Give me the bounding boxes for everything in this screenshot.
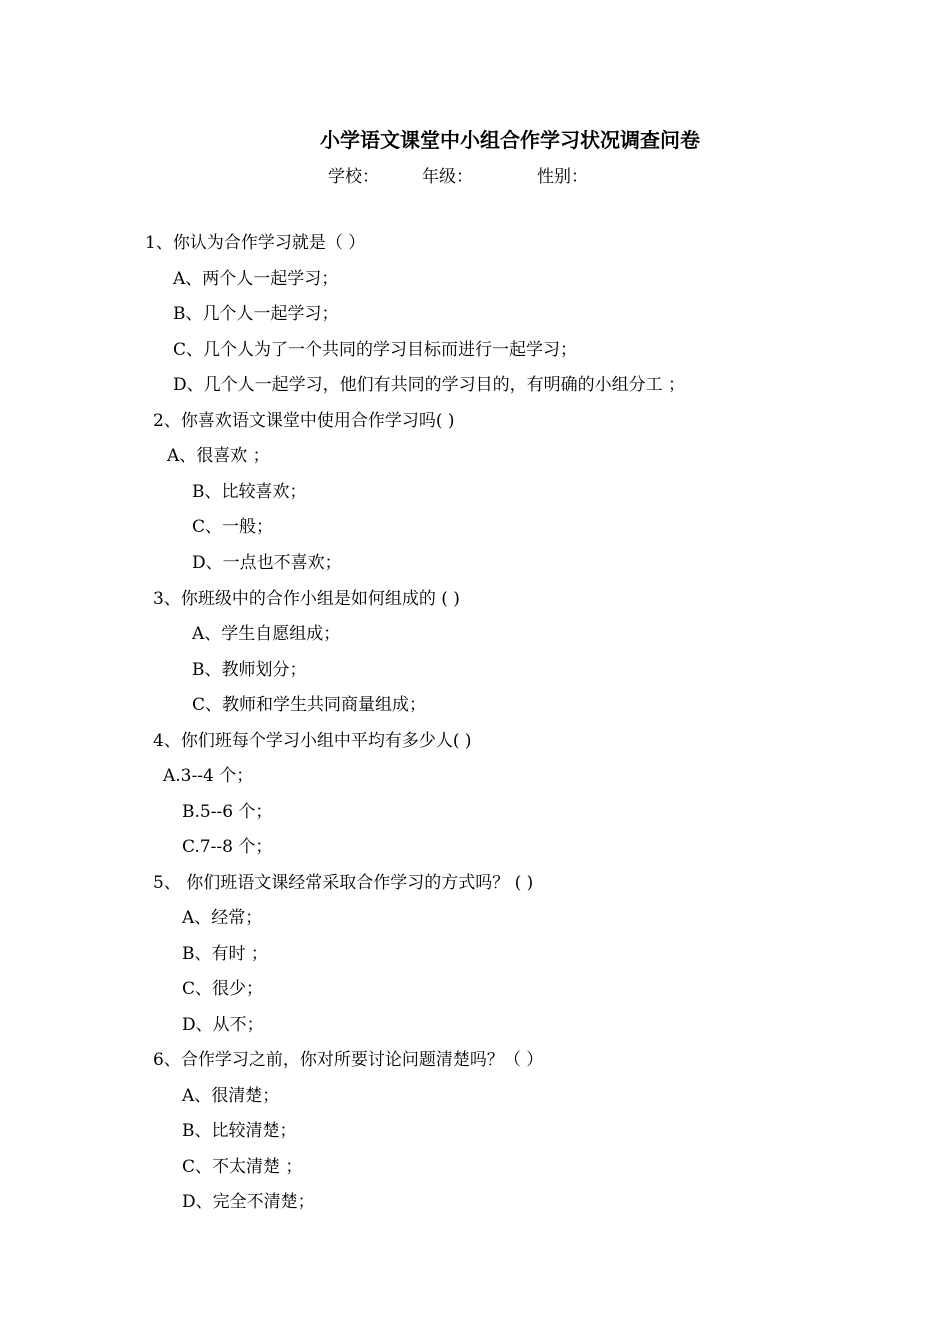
question-6-option-a: A、很清楚； [182,1086,280,1106]
question-4-option-c: C.7--8 个； [182,837,273,857]
gender-label: 性别： [537,167,588,187]
question-2-option-d: D、一点也不喜欢； [192,553,342,573]
question-5-option-b: B、有时 ； [182,944,268,964]
question-1-option-d: D、几个人一起学习，他们有共同的学习目的，有明确的小组分工 ； [173,375,686,395]
question-1-option-b: B、几个人一起学习； [173,304,339,324]
question-3: 3、你班级中的合作小组是如何组成的 ( ) [153,589,460,609]
question-2-option-b: B、比较喜欢； [192,482,307,502]
question-1-option-c: C、几个人为了一个共同的学习目标而进行一起学习； [173,340,578,360]
question-2-option-c: C、一般； [192,517,274,537]
question-6-option-c: C、不太清楚 ； [182,1157,303,1177]
question-5: 5、 你们班语文课经常采取合作学习的方式吗？ ( ) [153,873,534,893]
question-5-option-d: D、从不； [182,1015,264,1035]
question-4-option-a: A.3--4 个； [163,766,254,786]
question-4: 4、你们班每个学习小组中平均有多少人( ) [153,731,472,751]
question-6-option-d: D、完全不清楚； [182,1192,315,1212]
question-5-option-c: C、很少； [182,979,264,999]
question-2-option-a: A、很喜欢 ； [167,446,270,466]
question-1: 1、你认为合作学习就是（ ） [145,233,366,253]
school-label: 学校： [328,167,379,187]
question-3-option-b: B、教师划分； [192,660,307,680]
grade-label: 年级： [422,167,473,187]
question-4-option-b: B.5--6 个； [182,802,273,822]
document-title: 小学语文课堂中小组合作学习状况调查问卷 [320,128,700,152]
question-2: 2、你喜欢语文课堂中使用合作学习吗( ) [153,411,455,431]
question-6-option-b: B、比较清楚； [182,1121,297,1141]
question-3-option-c: C、教师和学生共同商量组成； [192,695,427,715]
question-6: 6、合作学习之前，你对所要讨论问题清楚吗？（ ） [153,1050,544,1070]
question-1-option-a: A、两个人一起学习； [173,269,339,289]
question-3-option-a: A、学生自愿组成； [192,624,341,644]
question-5-option-a: A、经常； [182,908,263,928]
